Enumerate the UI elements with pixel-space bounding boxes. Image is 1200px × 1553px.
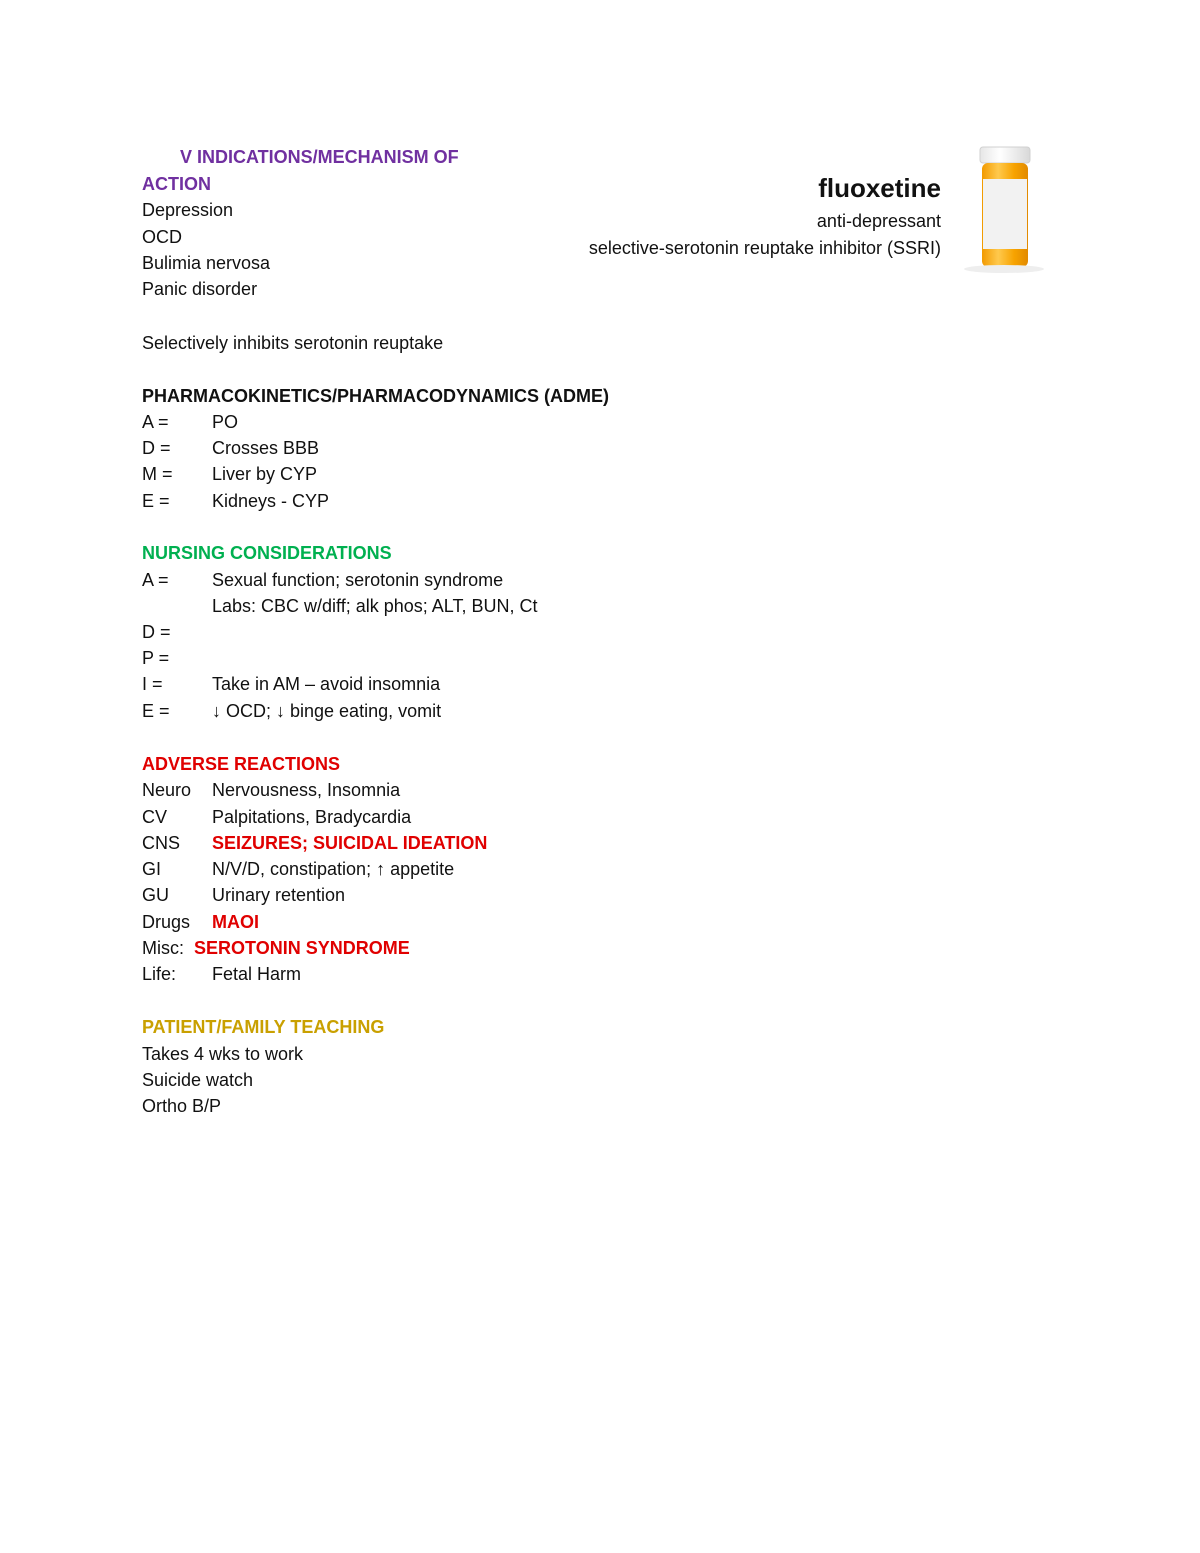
nursing-label: I = [142, 674, 163, 694]
adme-label: D = [142, 438, 171, 458]
adverse-row [142, 858, 454, 880]
adverse-row [142, 806, 411, 828]
drug-subclass: selective-serotonin reuptake inhibitor (SSRI) [588, 238, 941, 258]
teaching-heading: PATIENT/FAMILY TEACHING [142, 1017, 385, 1037]
nursing-label: E = [142, 701, 170, 721]
adme-label: A = [142, 412, 169, 432]
adme-row [142, 437, 319, 459]
adverse-row [142, 832, 487, 854]
nursing-row [142, 673, 440, 695]
indication-item: Panic disorder [142, 279, 258, 299]
drug-class: anti-depressant [816, 211, 941, 231]
adverse-row [142, 937, 410, 959]
nursing-value: Labs: CBC w/diff; alk phos; ALT, BUN, Ct [212, 596, 538, 616]
adme-label: M = [142, 464, 173, 484]
teaching-item: Takes 4 wks to work [142, 1044, 304, 1064]
indication-item: Depression [142, 200, 234, 220]
adverse-row [142, 779, 400, 801]
nursing-row [142, 647, 212, 669]
teaching-item: Suicide watch [142, 1070, 254, 1090]
adverse-label: Life: [142, 964, 177, 984]
nursing-value: Sexual function; serotonin syndrome [212, 570, 504, 590]
drug-name: fluoxetine [818, 173, 941, 203]
adverse-value: SEIZURES; SUICIDAL IDEATION [212, 833, 488, 853]
nursing-value: ↓ OCD; ↓ binge eating, vomit [212, 701, 442, 721]
adverse-label: Misc: [142, 938, 184, 958]
nursing-label: A = [142, 570, 169, 590]
nursing-row [142, 569, 503, 591]
nursing-row [142, 621, 212, 643]
pill-bottle-icon [958, 145, 1050, 275]
adme-value: PO [212, 412, 239, 432]
adverse-label: Drugs [142, 912, 191, 932]
adverse-label: CNS [142, 833, 181, 853]
nursing-heading: NURSING CONSIDERATIONS [142, 543, 392, 563]
adverse-value: Fetal Harm [212, 964, 302, 984]
adverse-value: N/V/D, constipation; ↑ appetite [212, 859, 455, 879]
adverse-value: Palpitations, Bradycardia [212, 807, 412, 827]
adme-value: Crosses BBB [212, 438, 320, 458]
nursing-label: P = [142, 648, 170, 668]
indications-heading: V INDICATIONS/MECHANISM OF [180, 147, 459, 167]
adme-value: Kidneys - CYP [212, 491, 330, 511]
adme-heading: PHARMACOKINETICS/PHARMACODYNAMICS (ADME) [142, 386, 609, 406]
teaching-item: Ortho B/P [142, 1096, 222, 1116]
adme-row [142, 411, 238, 433]
adverse-label: CV [142, 807, 168, 827]
adverse-value: MAOI [212, 912, 259, 932]
adverse-label: Neuro [142, 780, 192, 800]
adme-label: E = [142, 491, 170, 511]
adverse-row [142, 911, 259, 933]
adme-row [142, 490, 329, 512]
indication-item: OCD [142, 227, 182, 247]
adverse-value: Nervousness, Insomnia [212, 780, 401, 800]
nursing-value: Take in AM – avoid insomnia [212, 674, 441, 694]
adverse-heading: ADVERSE REACTIONS [142, 754, 341, 774]
adverse-row [142, 884, 345, 906]
adverse-value: Urinary retention [212, 885, 346, 905]
adme-value: Liver by CYP [212, 464, 318, 484]
mechanism-text: Selectively inhibits serotonin reuptake [142, 333, 444, 353]
adverse-label: GI [142, 859, 162, 879]
nursing-row [142, 595, 537, 617]
indication-item: Bulimia nervosa [142, 253, 271, 273]
adme-row [142, 463, 317, 485]
nursing-row [142, 700, 441, 722]
adverse-row [142, 963, 301, 985]
indications-heading-cont: ACTION [142, 174, 211, 194]
adverse-label: GU [142, 885, 169, 905]
nursing-label: D = [142, 622, 171, 642]
adverse-value: SEROTONIN SYNDROME [194, 938, 410, 958]
